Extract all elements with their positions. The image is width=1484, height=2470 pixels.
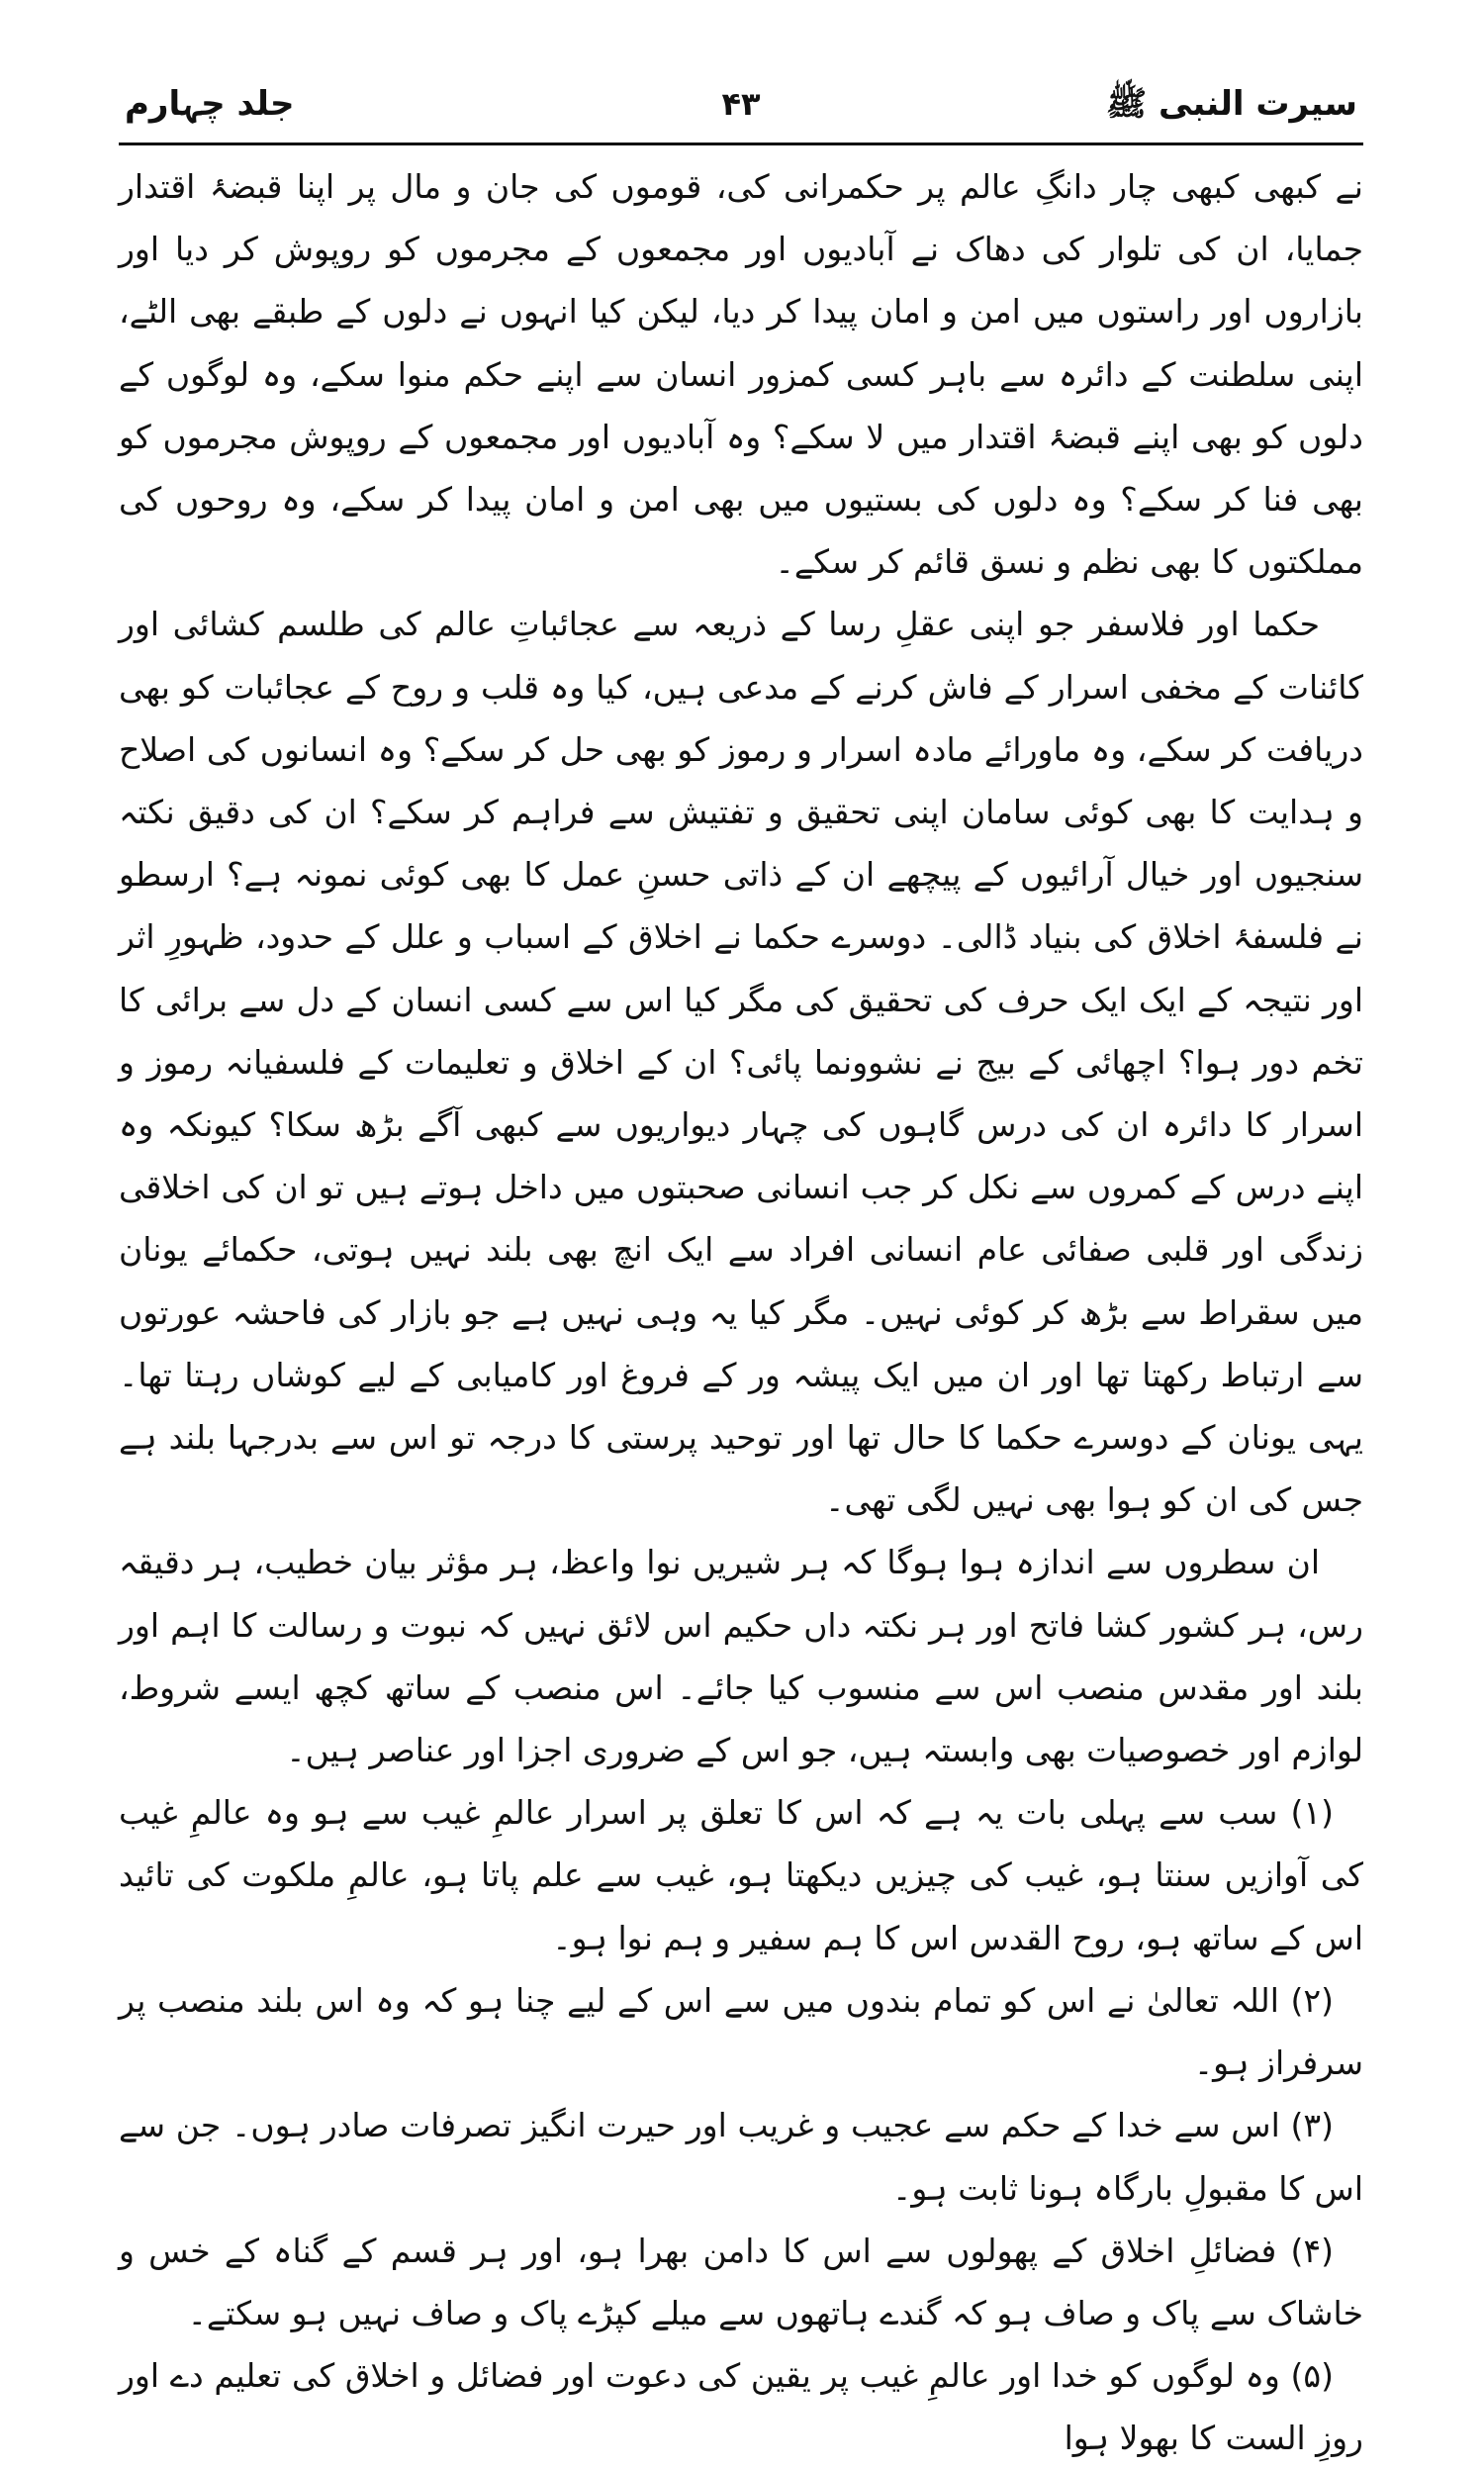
header-rule [119, 142, 1363, 145]
volume-label: جلد چہارم [125, 84, 295, 124]
paragraph-3: ان سطروں سے اندازہ ہوا ہوگا کہ ہر شیریں نوا واعظ، ہر مؤثر بیان خطیب، ہر دقیقہ رس، ہر کشور کشا فاتح اور ہر نکتہ داں حکیم اس لائق نہیں کہ نبوت و رسالت کا اہم اور بلند اور مقدس منصب اس سے منسوب کیا جائے۔ اس منصب کے ساتھ کچھ ایسے شروط، لوازم اور خصوصیات بھی وابستہ ہیں، جو اس کے ضروری اجزا اور عناصر ہیں۔ [119, 1543, 1363, 1770]
paragraph-1: نے کبھی کبھی چار دانگِ عالم پر حکمرانی کی، قوموں کی جان و مال پر اپنا قبضۂ اقتدار جمایا، ان کی تلوار کی دھاک نے آبادیوں اور مجمعوں کے مجرموں کو روپوش کر دیا اور بازاروں اور راستوں میں امن و امان پیدا کر دیا، لیکن کیا انہوں نے دلوں کے طبقے بھی الٹے، اپنی سلطنت کے دائرہ سے باہر کسی کمزور انسان سے اپنے حکم منوا سکے، وہ لوگوں کے دلوں کو بھی اپنے قبضۂ اقتدار میں لا سکے؟ وہ آبادیوں اور مجمعوں کے روپوش مجرموں کو بھی فنا کر سکے؟ وہ دلوں کی بستیوں میں بھی امن و امان پیدا کر سکے، وہ روحوں کی مملکتوں کا بھی نظم و نسق قائم کر سکے۔ [119, 167, 1363, 582]
paragraph-2: حکما اور فلاسفر جو اپنی عقلِ رسا کے ذریعہ سے عجائباتِ عالم کی طلسم کشائی اور کائنات کے مخفی اسرار کے فاش کرنے کے مدعی ہیں، کیا وہ قلب و روح کے عجائبات کو بھی دریافت کر سکے، وہ ماورائے مادہ اسرار و رموز کو بھی حل کر سکے؟ وہ انسانوں کی اصلاح و ہدایت کا بھی کوئی سامان اپنی تحقیق و تفتیش سے فراہم کر سکے؟ ان کی دقیق نکتہ سنجیوں اور خیال آرائیوں کے پیچھے ان کے ذاتی حسنِ عمل کا بھی کوئی نمونہ ہے؟ ارسطو نے فلسفۂ اخلاق کی بنیاد ڈالی۔ دوسرے حکما نے اخلاق کے اسباب و علل کے حدود، ظہورِ اثر اور نتیجہ کے ایک ایک حرف کی تحقیق کی مگر کیا اس سے کسی انسان کے دل سے برائی کا تخم دور ہوا؟ اچھائی کے بیج نے نشوونما پائی؟ ان کے اخلاق و تعلیمات کے فلسفیانہ رموز و اسرار کا دائرہ ان کی درس گاہوں کی چہار دیواریوں سے کبھی آگے بڑھ سکا؟ کیونکہ وہ اپنے درس کے کمروں سے نکل کر جب انسانی صحبتوں میں داخل ہوتے ہیں تو ان کی اخلاقی زندگی اور قلبی صفائی عام انسانی افراد سے ایک انچ بھی بلند نہیں ہوتی، حکمائے یونان میں سقراط سے بڑھ کر کوئی نہیں۔ مگر کیا یہ وہی نہیں ہے جو بازار کی فاحشہ عورتوں سے ارتباط رکھتا تھا اور ان میں ایک پیشہ ور کے فروغ اور کامیابی کے لیے کوشاں رہتا تھا۔ یہی یونان کے دوسرے حکما کا حال تھا اور توحید پرستی کا درجہ تو اس سے بدرجہا بلند ہے جس کی ان کو ہوا بھی نہیں لگی تھی۔ [119, 605, 1363, 1520]
list-item-5: (۵) وہ لوگوں کو خدا اور عالمِ غیب پر یقین کی دعوت اور فضائل و اخلاق کی تعلیم دے اور روزِ الست کا بھولا ہوا [119, 2356, 1363, 2458]
book-title: سیرت النبی ﷺ [1106, 84, 1357, 124]
list-item-4: (۴) فضائلِ اخلاق کے پھولوں سے اس کا دامن بھرا ہو، اور ہر قسم کے گناہ کے خس و خاشاک سے پاک و صاف ہو کہ گندے ہاتھوں سے میلے کپڑے پاک و صاف نہیں ہو سکتے۔ [119, 2231, 1363, 2332]
list-item-3: (۳) اس سے خدا کے حکم سے عجیب و غریب اور حیرت انگیز تصرفات صادر ہوں۔ جن سے اس کا مقبولِ بارگاہ ہونا ثابت ہو۔ [119, 2106, 1363, 2208]
page-body [119, 155, 1363, 2470]
list-item-1: (۱) سب سے پہلی بات یہ ہے کہ اس کا تعلق پر اسرار عالمِ غیب سے ہو وہ عالمِ غیب کی آوازیں سنتا ہو، غیب کی چیزیں دیکھتا ہو، غیب سے علم پاتا ہو، عالمِ ملکوت کی تائید اس کے ساتھ ہو، روح القدس اس کا ہم سفیر و ہم نوا ہو۔ [119, 1793, 1363, 1957]
running-header [119, 79, 1363, 129]
list-item-2: (۲) اللہ تعالیٰ نے اس کو تمام بندوں میں سے اس کے لیے چنا ہو کہ وہ اس بلند منصب پر سرفراز ہو۔ [119, 1980, 1363, 2083]
page-number: ۴۳ [721, 85, 761, 123]
